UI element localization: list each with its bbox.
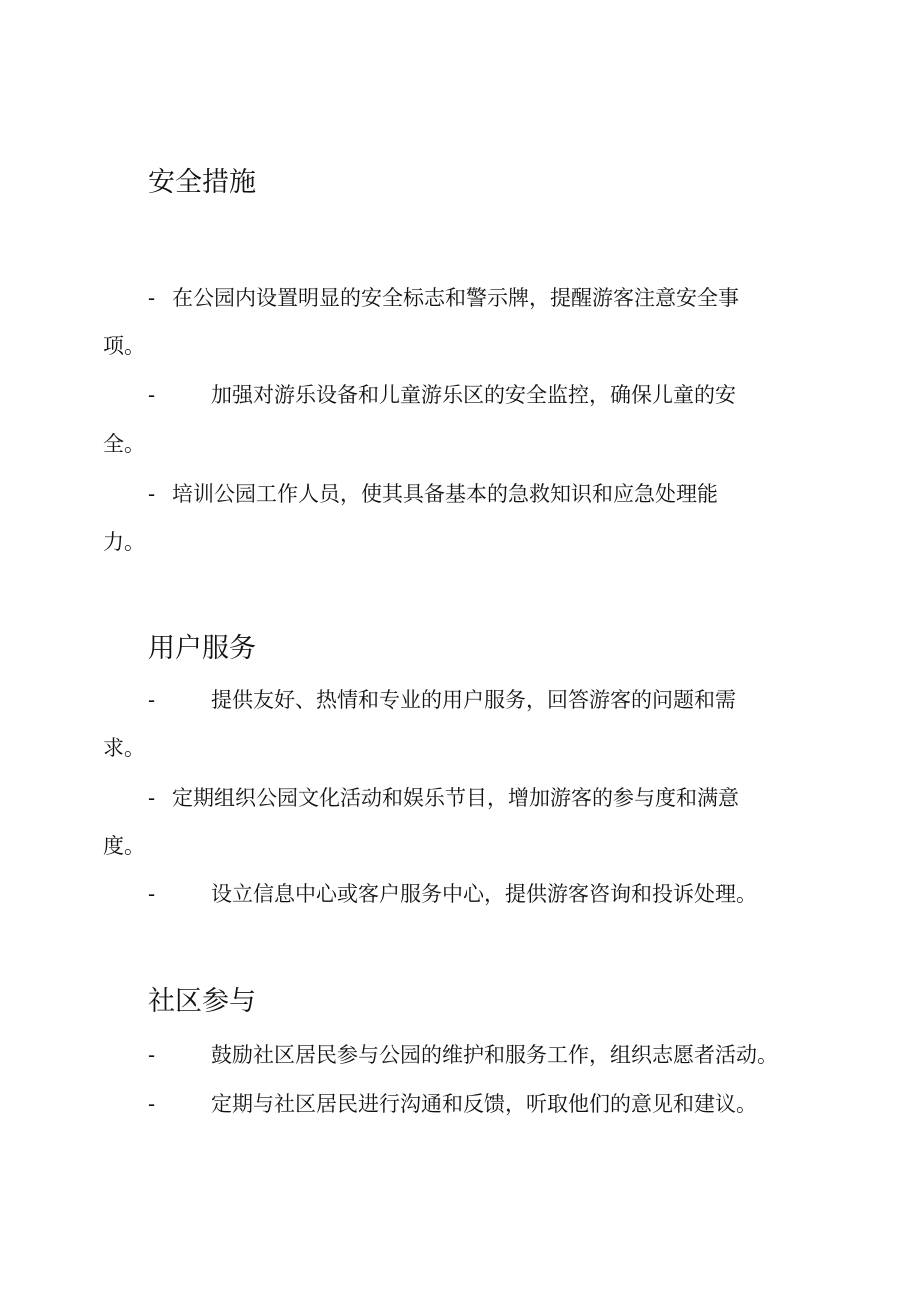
- list-marker: -: [148, 286, 156, 310]
- section-title-community: 社区参与: [148, 986, 256, 1017]
- list-item-text-continued: 力。: [103, 530, 145, 554]
- list-marker: -: [148, 1043, 156, 1067]
- list-marker: -: [148, 882, 156, 906]
- section-title-safety: 安全措施: [148, 167, 256, 198]
- section-title-user-service: 用户服务: [148, 633, 256, 664]
- list-item-text-continued: 度。: [103, 834, 145, 858]
- list-marker: -: [148, 482, 156, 506]
- list-marker: -: [148, 383, 156, 407]
- list-item-text: 培训公园工作人员，使其具备基本的急救知识和应急处理能: [172, 482, 718, 506]
- list-item-text-continued: 项。: [103, 334, 145, 358]
- list-item-text: 定期与社区居民进行沟通和反馈，听取他们的意见和建议。: [211, 1092, 757, 1116]
- list-item-text-continued: 全。: [103, 432, 145, 456]
- list-item-text: 鼓励社区居民参与公园的维护和服务工作，组织志愿者活动。: [211, 1043, 778, 1067]
- list-item-text: 在公园内设置明显的安全标志和警示牌，提醒游客注意安全事: [172, 286, 739, 310]
- list-item-text: 提供友好、热情和专业的用户服务，回答游客的问题和需: [211, 688, 736, 712]
- list-item-text: 定期组织公园文化活动和娱乐节目，增加游客的参与度和满意: [172, 786, 739, 810]
- list-item-text: 加强对游乐设备和儿童游乐区的安全监控，确保儿童的安: [211, 383, 736, 407]
- list-marker: -: [148, 688, 156, 712]
- list-item-text-continued: 求。: [103, 736, 145, 760]
- list-marker: -: [148, 786, 156, 810]
- list-item-text: 设立信息中心或客户服务中心，提供游客咨询和投诉处理。: [211, 882, 757, 906]
- list-marker: -: [148, 1092, 156, 1116]
